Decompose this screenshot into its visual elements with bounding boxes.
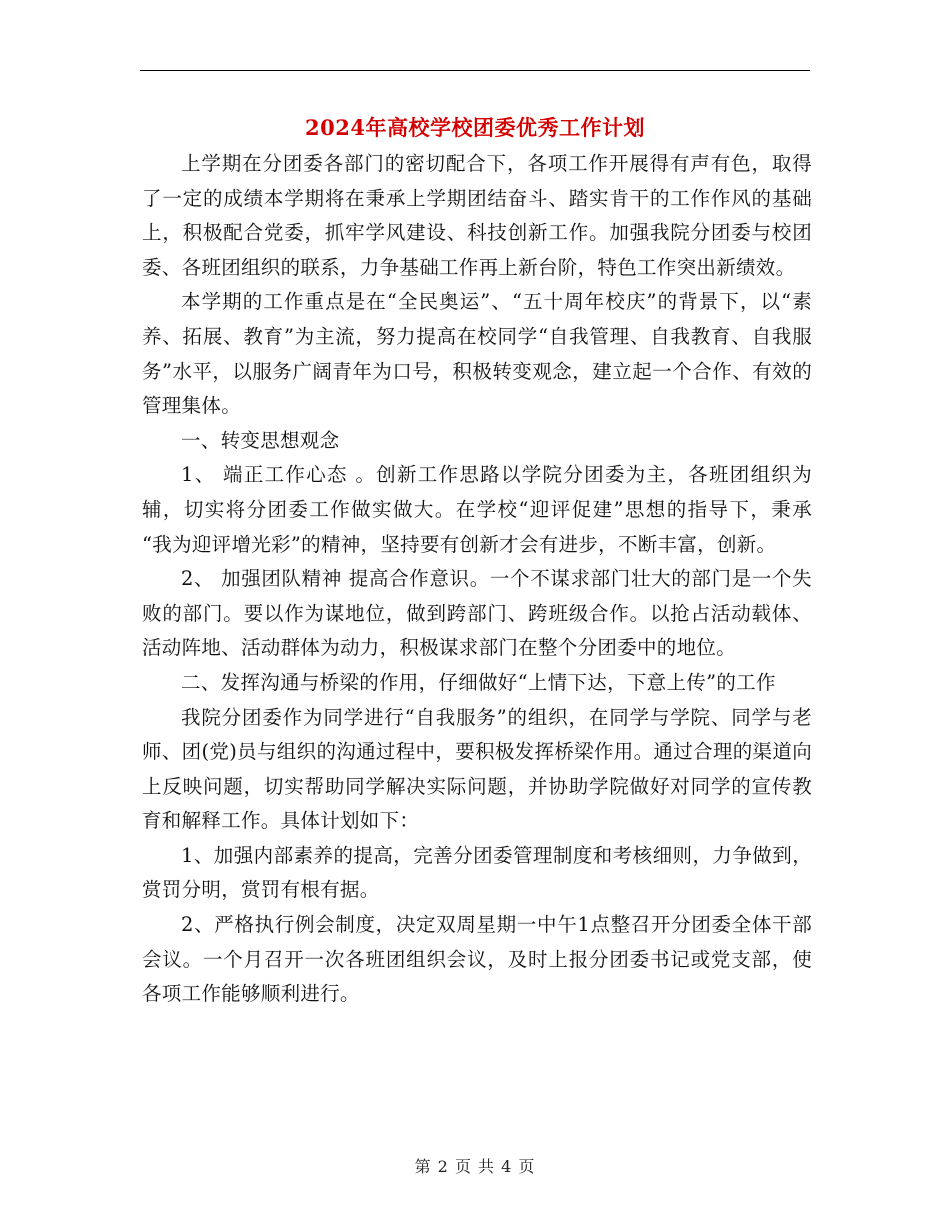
paragraph-item-2-2: 2、严格执行例会制度，决定双周星期一中午1点整召开分团委全体干部会议。一个月召开一次各班团组织会议，及时上报分团委书记或党支部，使各项工作能够顺利进行。 [142,913,812,1006]
paragraph-item-2-1: 1、加强内部素养的提高，完善分团委管理制度和考核细则，力争做到，赏罚分明，赏罚有根有据。 [142,843,812,902]
paragraph-bridge: 我院分团委作为同学进行“自我服务”的组织，在同学与学院、同学与老师、团(党)员与组织的沟通过程中，要积极发挥桥梁作用。通过合理的渠道向上反映问题，切实帮助同学解决实际问题，并协助学院做好对同学的宣传教育和解释工作。具体计划如下： [142,705,812,833]
paragraph-focus: 本学期的工作重点是在“全民奥运”、“五十周年校庆”的背景下，以“素养、拓展、教育”为主流，努力提高在校同学“自我管理、自我教育、自我服务”水平，以服务广阔青年为口号，积极转变观念，建立起一个合作、有效的管理集体。 [142,290,812,418]
paragraph-intro: 上学期在分团委各部门的密切配合下，各项工作开展得有声有色，取得了一定的成绩本学期将在秉承上学期团结奋斗、踏实肯干的工作作风的基础上，积极配合党委，抓牢学风建设、科技创新工作。加强我院分团委与校团委、各班团组织的联系，力争基础工作再上新台阶，特色工作突出新绩效。 [142,152,812,279]
paragraph-item-1-1: 1、 端正工作心态 。创新工作思路以学院分团委为主，各班团组织为辅，切实将分团委工作做实做大。在学校“迎评促建”思想的指导下，秉承 “我为迎评增光彩”的精神，坚持要有创新才会有进步，不断丰富，创新。 [142,463,812,556]
document-body [142,147,812,1012]
page-footer: 第 2 页 共 4 页 [414,1157,536,1176]
header-rule [140,70,810,71]
section-heading-1: 一、转变思想观念 [181,428,340,452]
document-title: 2024年高校学校团委优秀工作计划 [305,115,645,140]
paragraph-item-1-2: 2、 加强团队精神 提高合作意识。一个不谋求部门壮大的部门是一个失败的部门。要以作为谋地位，做到跨部门、跨班级合作。以抢占活动载体、活动阵地、活动群体为动力，积极谋求部门在整个分团委中的地位。 [142,567,812,660]
section-heading-2: 二、发挥沟通与桥梁的作用，仔细做好“上情下达，下意上传”的工作 [181,670,776,694]
